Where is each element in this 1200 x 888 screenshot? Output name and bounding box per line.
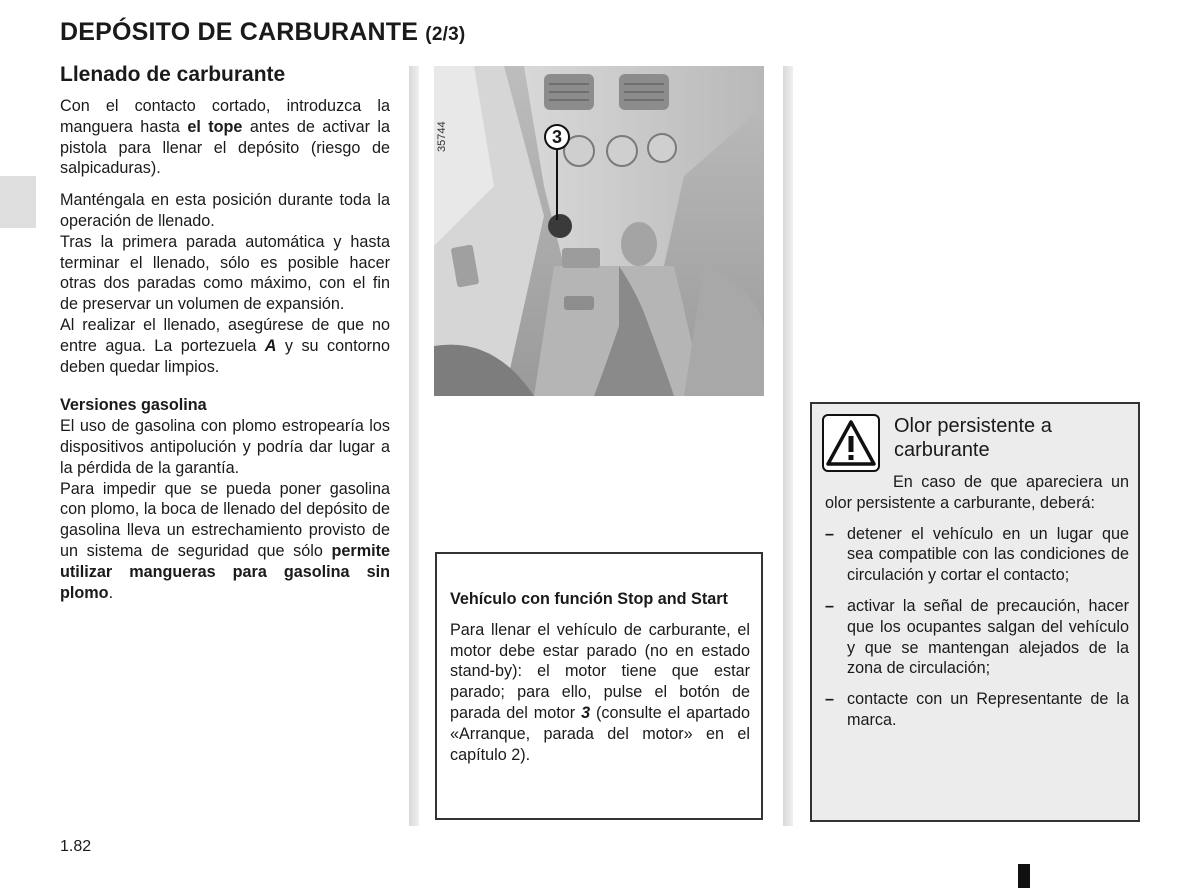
warning-intro: En caso de que apareciera un olor persistente a carburante, deberá: [825,473,1129,512]
title-part: (2/3) [425,24,466,45]
column-divider [409,66,419,826]
list-item: – activar la señal de precaución, hacer que los ocupantes salgan del vehículo y que se mantengan alejados de la zona de circulación; [825,596,1129,678]
list-item: – detener el vehículo en un lugar que sea compatible con las condiciones de circulación y cortar el contacto; [825,524,1129,585]
callout-3: 3 [544,124,570,150]
stop-start-box [435,552,763,820]
paragraph-leaded-petrol: El uso de gasolina con plomo estropearía los dispositivos antipolución y podría dar lugar a la pérdida de la garantía. [60,417,390,477]
left-column [60,62,390,603]
warning-triangle-icon [822,414,880,472]
photo-reference: 35744 [436,121,448,152]
warning-box [810,402,1140,822]
stop-start-paragraph: Para llenar el vehículo de carburante, el motor debe estar parado (no en estado stand-by): el motor tiene que estar parado; para ello, pulse el botón de parada del motor 3 (consulte el apartado «Arranque, parada del motor» en el capítulo 2). [450,620,750,764]
warning-title: Olor persistente a carburante [894,415,1052,461]
callout-leader-line [556,150,558,220]
warning-list [825,524,1129,731]
paragraph-insert-hose: Con el contacto cortado, introduzca la manguera hasta el tope antes de activar la pistola para llenar el depósito (riesgo de salpicaduras). [60,97,390,178]
paragraph-automatic-stop: Tras la primera parada automática y hasta terminar el llenado, sólo es posible hacer otras dos paradas como máximo, con el fin de preservar un volumen de expansión. [60,232,390,314]
petrol-versions-heading: Versiones gasolina [60,396,207,415]
column-divider [783,66,793,826]
dashboard-photo [434,66,764,396]
paragraph-hold-position: Manténgala en esta posición durante toda la operación de llenado. [60,191,390,230]
page-title [60,18,465,47]
warning-body [825,472,1129,741]
list-item: – contacte con un Representante de la marca. [825,690,1129,729]
page-number: 1.82 [60,838,92,855]
paragraph-no-water: Al realizar el llenado, asegúrese de que no entre agua. La portezuela A y su contorno deben quedar limpios. [60,315,390,376]
title-text: DEPÓSITO DE CARBURANTE [60,18,419,46]
section-heading: Llenado de carburante [60,63,286,86]
section-tab [0,176,36,228]
paragraph-filler-restriction: Para impedir que se pueda poner gasolina con plomo, la boca de llenado del depósito de gasolina lleva un estrechamiento provisto de un sistema de seguridad que sólo permite utilizar mangueras para gasolina sin plomo. [60,479,390,602]
corner-mark [1018,864,1030,888]
stop-start-heading: Vehículo con función Stop and Start [450,590,728,608]
